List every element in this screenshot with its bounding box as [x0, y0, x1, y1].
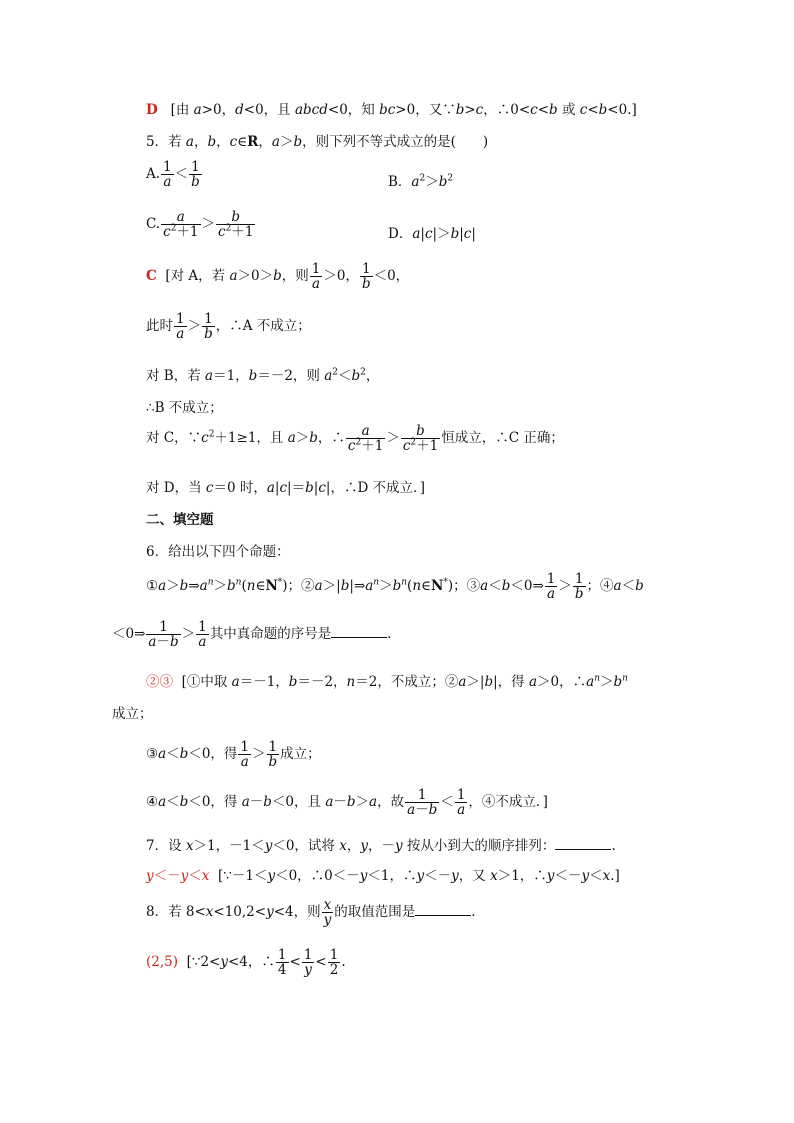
q6-stem-1: 6．给出以下四个命题： — [146, 544, 290, 560]
answer-blank — [331, 625, 387, 638]
q6-solution-1: ②③ [①中取 a＝－1，b＝－2，n＝2，不成立；②a＞|b|，得 a＞0，$\therefore a^n>b^n$ — [146, 673, 628, 690]
q5-option-a: A. $\frac{1}{a}$ ＜ $\frac{1}{b}$ — [146, 159, 200, 191]
answer-letter: C — [146, 268, 157, 285]
answer-text: (2,5) — [146, 954, 179, 971]
q5-option-b: B．$a^2>b^2$ — [388, 173, 454, 190]
q6-stem-2: $①a>b\Rightarrow a^n>b^n(n\in N^*)$；$②a>|b|\Rightarrow a^n>b^n(n\in N^*)$；③a＜b＜0⇒ $\frac{1}{a}$ ＞ $\frac{1}{b}$ ；④a＜b — [146, 571, 644, 603]
q8-stem: 8．若 8<x<10,2<y<4，则 $\frac{x}{y}$ 的取值范围是 . — [146, 897, 476, 929]
q5-solution-4: ∴B 不成立； — [146, 400, 223, 416]
q5-solution-6: 对 D，当 c＝0 时，a|c|＝b|c|，∴D 不成立．] — [146, 480, 426, 496]
q7-stem: 7．设 x＞1，－1＜y＜0，试将 x，y，－y 按从小到大的顺序排列： . — [146, 838, 616, 854]
q5-solution-5: 对 C，$\because c^2+1\ge 1$，且 a＞b，∴ $\frac{a}{c^2+1}$ ＞ $\frac{b}{c^2+1}$ 恒成立，∴C 正确； — [146, 423, 564, 455]
q6-solution-2: ③a＜b＜0，得 $\frac{1}{a}$ ＞ $\frac{1}{b}$ 成立； — [146, 739, 321, 771]
prev-answer-line — [146, 98, 637, 118]
q5-option-c: C. $\frac{a}{c^2+1}$ ＞ $\frac{b}{c^2+1}$ — [146, 209, 254, 241]
q8-solution: (2,5) [∵2<y<4，∴ $\frac{1}{4}$ < $\frac{1}{y}$ < $\frac{1}{2}$ . — [146, 947, 346, 979]
q5-stem: 5．若 a，b，c∈R，a＞b，则下列不等式成立的是( ) — [146, 134, 489, 150]
prev-answer-text: [由 a>0，d<0，且 abcd<0，知 bc>0，又∵b>c，∴0<c<b 或 c<b<0.] — [162, 102, 637, 118]
q5-solution-2: 此时 $\frac{1}{a}$ ＞ $\frac{1}{b}$ ，∴A 不成立； — [146, 311, 311, 343]
section-title: 二、填空题 — [146, 512, 214, 528]
q5-option-d: D．a|c|＞b|c| — [388, 226, 476, 242]
q6-solution-1b: 成立； — [112, 706, 153, 722]
q5-solution-1: C [对 A，若 a＞0＞b，则 $\frac{1}{a}$ ＞0， $\frac{1}{b}$ ＜0， — [146, 261, 410, 293]
answer-text: y＜－y＜x — [146, 868, 210, 884]
answer-letter: D — [146, 102, 158, 118]
answer-blank — [415, 903, 471, 916]
q6-stem-3: ＜0⇒ $\frac{1}{a-b}$ ＞ $\frac{1}{a}$ 其中真命题的序号是 ． — [112, 619, 401, 651]
q5-solution-3: 对 B，若 a＝1，b＝－2，则 $a^2<b^2$， — [146, 367, 380, 384]
q6-solution-3: ④a＜b＜0，得 a－b＜0，且 a－b＞a，故 $\frac{1}{a-b}$ ＜ $\frac{1}{a}$ ，④不成立．] — [146, 787, 548, 819]
answer-blank — [555, 837, 611, 850]
answer-text: ②③ — [146, 674, 173, 690]
q7-solution: y＜－y＜x [∵－1＜y＜0，∴0＜－y＜1，∴y＜－y，又 x＞1，∴y＜－y＜x.] — [146, 868, 620, 884]
